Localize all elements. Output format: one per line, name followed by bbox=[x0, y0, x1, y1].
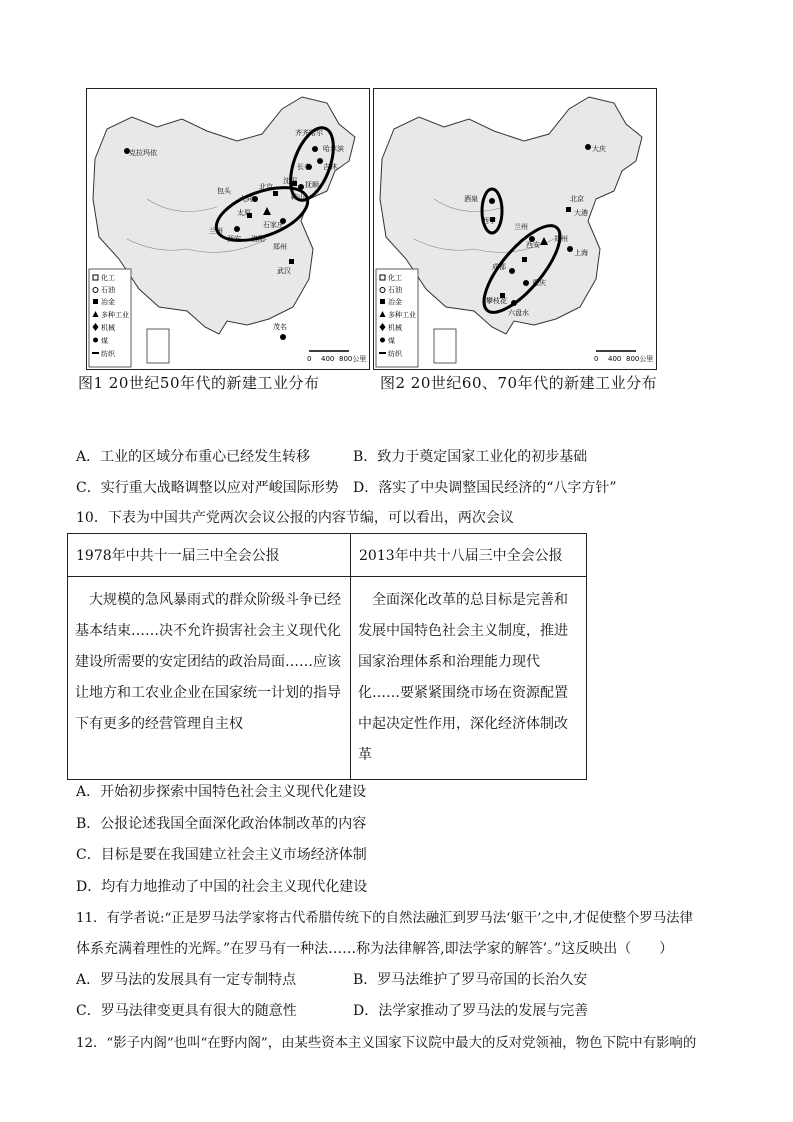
place-label: 北京 bbox=[259, 183, 273, 191]
place-label: 齐齐哈尔 bbox=[295, 129, 323, 137]
q9-option-c: C．实行重大战略调整以应对严峻国际形势 bbox=[76, 480, 339, 496]
place-label: 洛阳 bbox=[251, 235, 265, 243]
svg-text:纺织: 纺织 bbox=[101, 350, 115, 358]
svg-text:化工: 化工 bbox=[101, 274, 115, 282]
table-row bbox=[68, 577, 587, 780]
place-label: 大港 bbox=[574, 209, 588, 217]
svg-text:机械: 机械 bbox=[388, 324, 402, 332]
svg-text:机械: 机械 bbox=[101, 324, 115, 332]
place-label: 沈阳 bbox=[283, 177, 297, 185]
q11-stem-line-2: 体系充满着理性的光辉。”在罗马有一种法……称为法律解答,即法学家的解答’。”这反映出（ ） bbox=[76, 941, 674, 957]
place-label: 西安 bbox=[526, 241, 540, 249]
svg-text:冶金: 冶金 bbox=[388, 298, 402, 306]
legend-coal-icon bbox=[93, 338, 98, 343]
place-label: 包头 bbox=[217, 187, 231, 195]
place-label: 北京 bbox=[570, 195, 584, 203]
svg-text:800公里: 800公里 bbox=[626, 355, 654, 363]
place-label: 兰州 bbox=[514, 223, 528, 231]
svg-text:煤: 煤 bbox=[101, 337, 108, 345]
legend-metallurgy-icon bbox=[380, 299, 385, 304]
svg-text:石油: 石油 bbox=[101, 286, 115, 294]
place-label: 攀枝花 bbox=[486, 297, 507, 305]
place-label: 六盘水 bbox=[508, 309, 529, 317]
place-label: 成都 bbox=[492, 263, 506, 271]
svg-text:多种工业: 多种工业 bbox=[101, 311, 129, 319]
place-label: 西安 bbox=[227, 235, 241, 243]
q12-stem-line-1: 12．“影子内阁”也叫“在野内阁”，由某些资本主义国家下议院中最大的反对党领袖，物色下院中有影响的 bbox=[76, 1036, 697, 1051]
figure-2-caption: 图2 20世纪60、70年代的新建工业分布 bbox=[380, 374, 658, 392]
q9-option-d: D．落实了中央调整国民经济的“八字方针” bbox=[353, 480, 617, 496]
place-label: 酒泉 bbox=[464, 195, 478, 203]
q11-option-a: A．罗马法的发展具有一定专制特点 bbox=[76, 972, 297, 988]
place-label: 长春 bbox=[297, 163, 311, 171]
q10-stem: 10．下表为中国共产党两次会议公报的内容节编，可以看出，两次会议 bbox=[76, 510, 514, 526]
svg-text:纺织: 纺织 bbox=[388, 350, 402, 358]
q11-option-d: D．法学家推动了罗马法的发展与完善 bbox=[353, 1003, 589, 1019]
scale-bar bbox=[307, 351, 366, 363]
q10-option-a: A．开始初步探索中国特色社会主义现代化建设 bbox=[76, 784, 367, 800]
map-legend bbox=[376, 269, 418, 367]
svg-text:多种工业: 多种工业 bbox=[388, 311, 416, 319]
svg-text:化工: 化工 bbox=[388, 274, 402, 282]
svg-text:0: 0 bbox=[307, 355, 312, 363]
place-label: 西宁 bbox=[482, 217, 496, 225]
svg-text:0: 0 bbox=[594, 355, 599, 363]
q9-option-a: A．工业的区域分布重心已经发生转移 bbox=[76, 449, 311, 465]
place-label: 武汉 bbox=[277, 267, 291, 275]
svg-text:800公里: 800公里 bbox=[339, 355, 367, 363]
place-label: 重庆 bbox=[532, 279, 546, 287]
svg-text:煤: 煤 bbox=[388, 337, 395, 345]
place-label: 抚顺 bbox=[305, 181, 319, 189]
table-header-1978: 1978年中共十一届三中全会公报 bbox=[68, 534, 351, 577]
table-header-row bbox=[68, 534, 587, 577]
place-label: 吉林 bbox=[323, 163, 337, 171]
china-map-1950s bbox=[87, 89, 369, 369]
q11-stem-line-1: 11．有学者说:“正是罗马法学家将古代希腊传统下的自然法融汇到罗马法‘躯干’之中,才促使整个罗马法律 bbox=[76, 911, 693, 926]
place-label: 鞍山 bbox=[291, 193, 305, 201]
table-cell-1978: 大规模的急风暴雨式的群众阶级斗争已经基本结束……决不允许损害社会主义现代化建设所需要的安定团结的政治局面……应该让地方和工农业企业在国家统一计划的指导下有更多的经营管理自主权 bbox=[68, 577, 351, 780]
figure-1-caption: 图1 20世纪50年代的新建工业分布 bbox=[78, 374, 320, 392]
legend-metallurgy-icon bbox=[93, 299, 98, 304]
legend-textile-icon bbox=[379, 352, 386, 354]
scale-bar bbox=[594, 351, 653, 363]
table-header-2013: 2013年中共十八届三中全会公报 bbox=[351, 534, 587, 577]
q11-option-c: C．罗马法律变更具有很大的随意性 bbox=[76, 1003, 297, 1019]
q10-option-b: B．公报论述我国全面深化政治体制改革的内容 bbox=[76, 816, 367, 832]
place-label: 哈尔滨 bbox=[323, 145, 344, 153]
q10-option-d: D．均有力地推动了中国的社会主义现代化建设 bbox=[76, 879, 368, 895]
place-label: 克拉玛依 bbox=[129, 149, 157, 157]
place-label: 大庆 bbox=[592, 145, 606, 153]
q11-option-b: B．罗马法维护了罗马帝国的长治久安 bbox=[353, 972, 588, 988]
china-map-1960s-70s bbox=[374, 89, 656, 369]
place-label: 石家庄 bbox=[263, 221, 284, 229]
q9-option-b: B．致力于奠定国家工业化的初步基础 bbox=[353, 449, 588, 465]
map-figure-2 bbox=[373, 88, 657, 370]
place-label: 兰州 bbox=[209, 227, 223, 235]
svg-text:400: 400 bbox=[321, 355, 335, 363]
place-label: 太原 bbox=[237, 209, 251, 217]
place-label: 大同 bbox=[239, 195, 253, 203]
legend-coal-icon bbox=[380, 338, 385, 343]
comparison-table bbox=[67, 533, 587, 780]
legend-textile-icon bbox=[92, 352, 99, 354]
place-label: 茂名 bbox=[273, 323, 287, 331]
svg-text:石油: 石油 bbox=[388, 286, 402, 294]
q10-option-c: C．目标是要在我国建立社会主义市场经济体制 bbox=[76, 847, 367, 863]
map-figure-1 bbox=[86, 88, 370, 370]
country-outline bbox=[380, 97, 642, 334]
svg-text:冶金: 冶金 bbox=[101, 298, 115, 306]
place-label: 郑州 bbox=[273, 243, 287, 251]
table-cell-2013: 全面深化改革的总目标是完善和发展中国特色社会主义制度，推进国家治理体系和治理能力现代化……要紧紧围绕市场在资源配置中起决定性作用，深化经济体制改革 bbox=[351, 577, 587, 780]
place-label: 郑州 bbox=[554, 235, 568, 243]
svg-text:400: 400 bbox=[608, 355, 622, 363]
place-label: 上海 bbox=[574, 249, 588, 257]
map-legend bbox=[89, 269, 131, 367]
